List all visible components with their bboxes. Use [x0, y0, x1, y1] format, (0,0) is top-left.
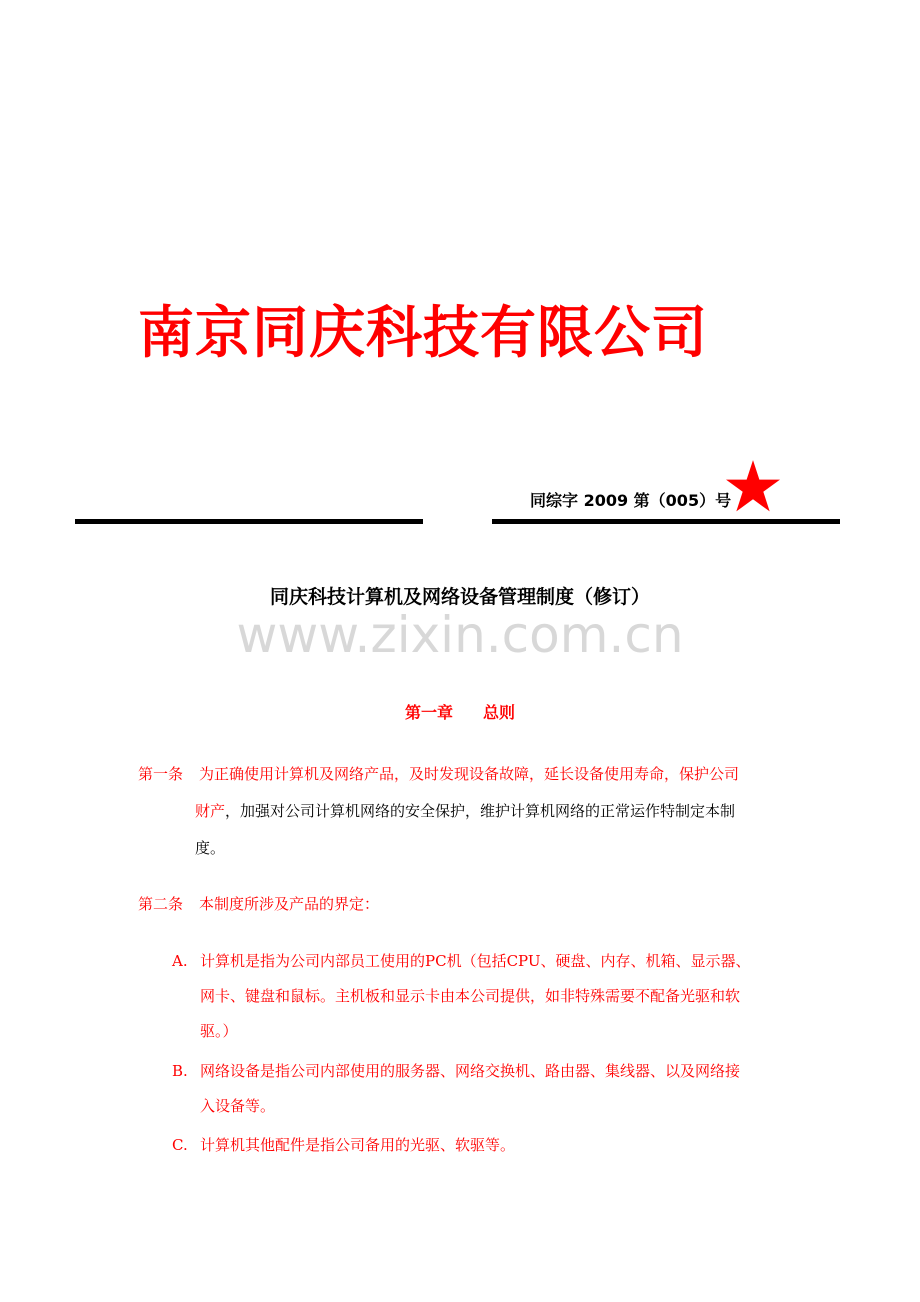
document-title: 同庆科技计算机及网络设备管理制度（修订）	[269, 586, 650, 608]
document-number: 同综字 2009 第（005）号	[530, 491, 732, 510]
chapter-heading	[0, 700, 920, 723]
list-item-b-label: B.	[172, 1062, 188, 1080]
list-item-c	[172, 1128, 515, 1163]
chapter-number: 第一章	[404, 703, 453, 722]
list-item-b-line-2: 入设备等。	[200, 1097, 276, 1115]
company-name: 南京同庆科技有限公司	[138, 301, 708, 366]
article-2	[138, 886, 379, 923]
article-1-line-3: 度。	[195, 839, 226, 857]
article-1	[138, 756, 739, 867]
article-1-line-2-red: 财产	[195, 802, 226, 820]
article-1-label: 第一条	[138, 765, 184, 783]
header-rule-right	[492, 519, 840, 524]
article-1-line-1: 为正确使用计算机及网络产品，及时发现设备故障，延长设备使用寿命，保护公司	[199, 765, 740, 783]
list-item-a-line-2: 网卡、键盘和鼠标。主机板和显示卡由本公司提供，如非特殊需要不配备光驱和软	[200, 987, 741, 1005]
watermark: www.zixin.com.cn	[236, 606, 684, 664]
list-item-a-line-3: 驱。）	[200, 1022, 238, 1040]
article-1-line-2-black: ，加强对公司计算机网络的安全保护，维护计算机网络的正常运作特制定本制	[225, 802, 736, 820]
list-item-a	[172, 944, 751, 1049]
chapter-name: 总则	[483, 703, 516, 722]
list-item-a-line-1: 计算机是指为公司内部员工使用的PC机（包括CPU、硬盘、内存、机箱、显示器、	[200, 952, 751, 970]
header-rule-left	[75, 519, 423, 524]
list-item-c-label: C.	[172, 1136, 188, 1154]
list-item-b-line-1: 网络设备是指公司内部使用的服务器、网络交换机、路由器、集线器、以及网络接	[200, 1062, 741, 1080]
article-2-text: 本制度所涉及产品的界定：	[199, 895, 380, 913]
list-item-b	[172, 1054, 740, 1124]
article-1-line-2	[138, 793, 739, 830]
list-item-c-line-1: 计算机其他配件是指公司备用的光驱、软驱等。	[200, 1136, 516, 1154]
list-item-a-label: A.	[172, 952, 188, 970]
article-2-label: 第二条	[138, 895, 184, 913]
red-star-icon	[726, 460, 780, 512]
